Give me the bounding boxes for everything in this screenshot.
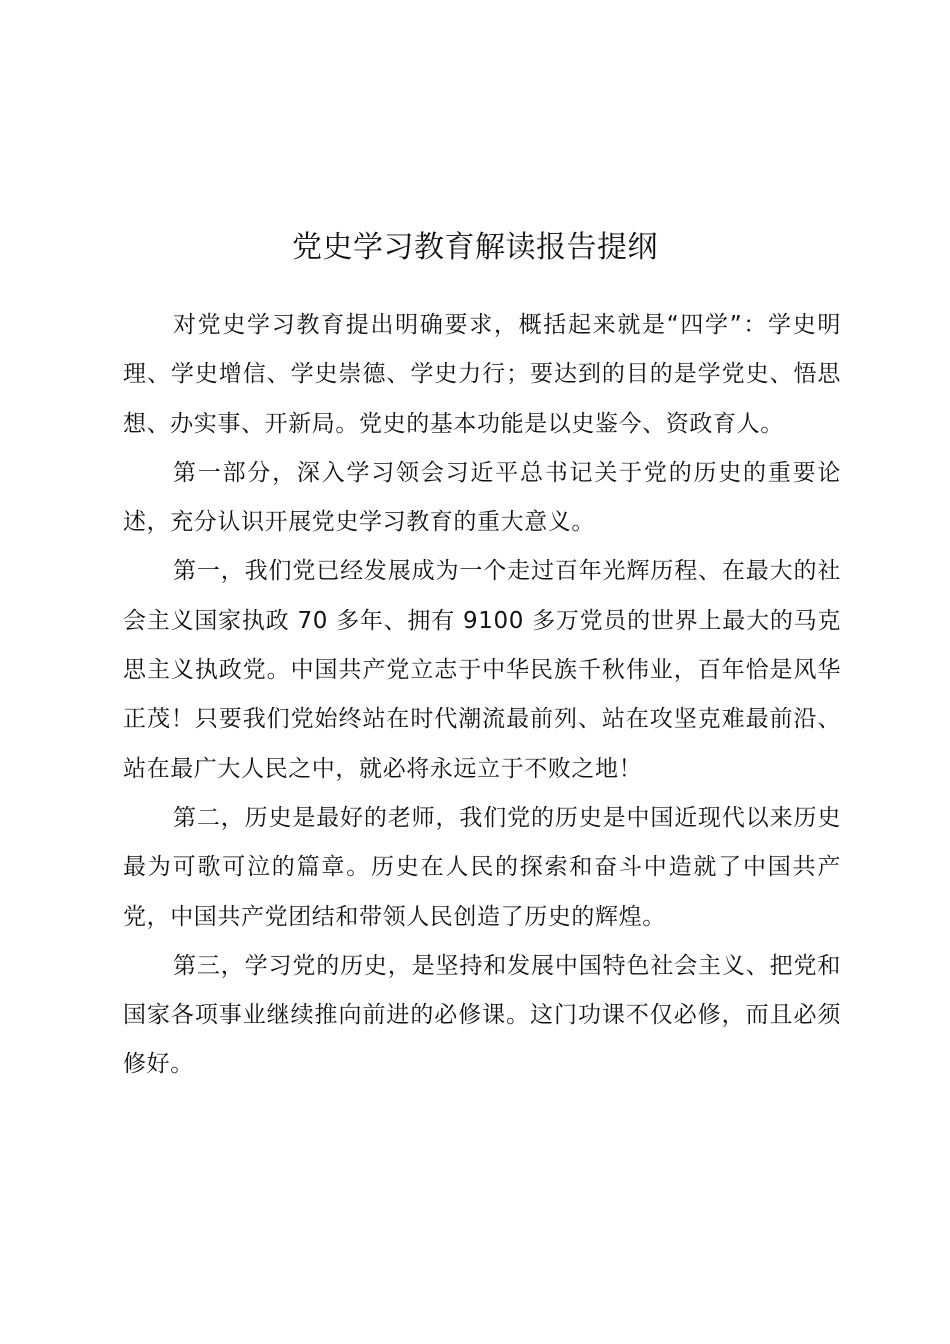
document-title: 党史学习教育解读报告提纲 <box>292 230 658 265</box>
paragraph-third-point: 第三，学习党的历史，是坚持和发展中国特色社会主义、把党和国家各项事业继续推向前进的必修课。这门功课不仅必修，而且必须修好。 <box>123 952 841 1078</box>
paragraph-first-point: 第一，我们党已经发展成为一个走过百年光辉历程、在最大的社会主义国家执政 70 多年、拥有 9100 多万党员的世界上最大的马克思主义执政党。中国共产党立志于中华民族千秋伟业，百年恰是风华正茂！只要我们党始终站在时代潮流最前列、站在攻坚克难最前沿、站在最广大人民之中，就必将永远立于不败之地！ <box>123 558 841 782</box>
paragraph-second-point: 第二，历史是最好的老师，我们党的历史是中国近现代以来历史最为可歌可泣的篇章。历史在人民的探索和奋斗中造就了中国共产党，中国共产党团结和带领人民创造了历史的辉煌。 <box>123 804 841 930</box>
paragraph-intro: 对党史学习教育提出明确要求，概括起来就是“四学”：学史明理、学史增信、学史崇德、学史力行；要达到的目的是学党史、悟思想、办实事、开新局。党史的基本功能是以史鉴今、资政育人。 <box>123 312 841 437</box>
paragraph-part-one: 第一部分，深入学习领会习近平总书记关于党的历史的重要论述，充分认识开展党史学习教育的重大意义。 <box>123 459 841 536</box>
document-body <box>123 301 841 1090</box>
